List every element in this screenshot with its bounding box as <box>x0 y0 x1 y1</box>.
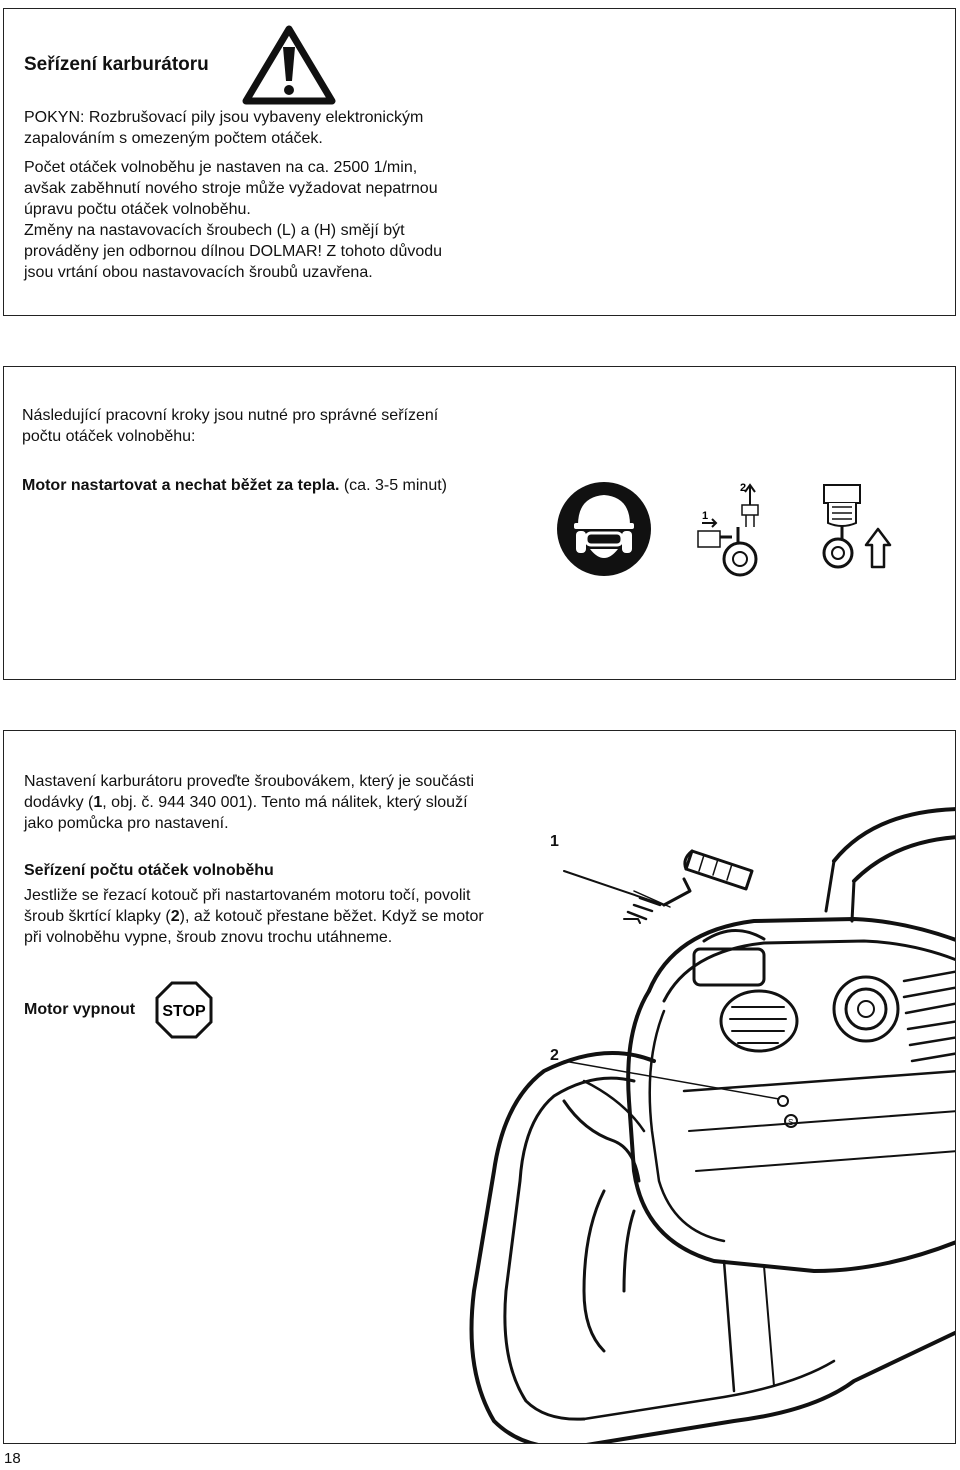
warmup-step-text <box>22 475 447 496</box>
stop-sign-text: STOP <box>162 1003 206 1020</box>
idle-speed-subtitle: Seřízení počtu otáček volnoběhu <box>24 862 274 879</box>
text-fragment: dodávky ( <box>24 794 94 811</box>
stop-engine-label: Motor vypnout <box>24 1001 136 1018</box>
text-fragment: , obj. č. 944 340 001). Tento má nálitek, který slouží <box>102 794 468 811</box>
stop-sign-icon <box>155 981 213 1039</box>
adjustment-line: jako pomůcka pro nastavení. <box>24 815 229 832</box>
idle-speed-line: při volnoběhu vypne, šroub znovu trochu utáhneme. <box>24 929 393 946</box>
restart-handle-icon <box>810 479 900 585</box>
adjustment-line <box>24 792 468 813</box>
notice-line: jsou vrtání obou nastavovacích šroubů uzavřena. <box>24 264 373 281</box>
svg-text:2: 2 <box>740 482 747 494</box>
idle-speed-line <box>24 906 484 927</box>
start-procedure-icon <box>694 475 784 585</box>
reference-number: 2 <box>170 908 180 925</box>
text-fragment: ), až kotouč přestane běžet. Když se motor <box>179 908 484 925</box>
notice-line: zapalováním s omezeným počtem otáček. <box>24 130 323 147</box>
intro-line: Následující pracovní kroky jsou nutné pro správné seřízení <box>22 407 439 424</box>
reference-number: 1 <box>93 794 103 811</box>
throttle-screw-callout: 2 <box>550 1047 559 1064</box>
warmup-step-duration: (ca. 3-5 minut) <box>339 477 447 494</box>
cut-off-saw-illustration <box>434 771 956 1444</box>
warmup-steps-box <box>3 366 956 680</box>
intro-line: počtu otáček volnoběhu: <box>22 428 196 445</box>
screw-label: S <box>788 1118 794 1127</box>
notice-line: avšak zaběhnutí nového stroje může vyžadovat nepatrnou <box>24 180 438 197</box>
warning-triangle-icon <box>242 25 336 105</box>
protective-gear-icon <box>556 481 652 577</box>
carburetor-adjustment-box <box>3 730 956 1444</box>
notice-line: prováděny jen odbornou dílnou DOLMAR! Z tohoto důvodu <box>24 243 443 260</box>
notice-line: Počet otáček volnoběhu je nastaven na ca. 2500 1/min, <box>24 159 418 176</box>
page-number: 18 <box>4 1450 21 1467</box>
idle-speed-line: Jestliže se řezací kotouč při nastartovaném motoru točí, povolit <box>24 887 471 904</box>
section-title: Seřízení karburátoru <box>24 54 209 75</box>
text-fragment: šroub škrtící klapky ( <box>24 908 171 925</box>
adjustment-line: Nastavení karburátoru proveďte šroubovákem, který je součásti <box>24 773 475 790</box>
screwdriver-callout: 1 <box>550 833 559 850</box>
screwdriver-icon <box>564 851 752 923</box>
notice-line: Změny na nastavovacích šroubech (L) a (H) smějí být <box>24 222 405 239</box>
notice-line: úpravu počtu otáček volnoběhu. <box>24 201 251 218</box>
carburetor-notice-box <box>3 8 956 316</box>
svg-text:1: 1 <box>702 510 709 522</box>
warmup-step-bold: Motor nastartovat a nechat běžet za tepla. <box>22 477 340 494</box>
notice-line: POKYN: Rozbrušovací pily jsou vybaveny elektronickým <box>24 109 424 126</box>
